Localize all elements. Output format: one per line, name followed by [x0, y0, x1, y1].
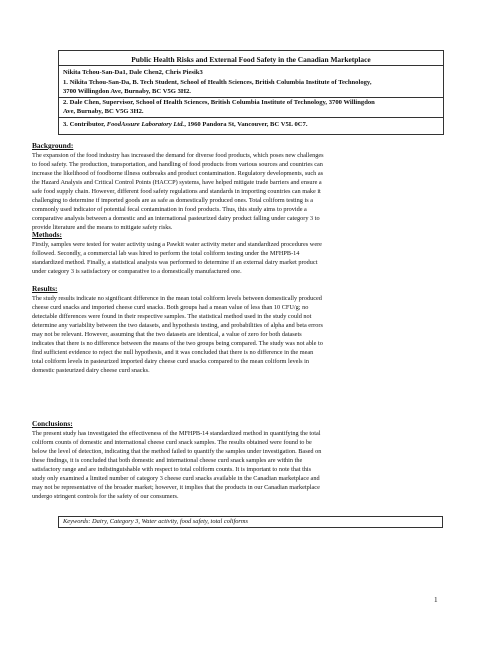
paragraph-line: The study results indicate no significant difference in the mean total coliform levels between domestically produced — [32, 295, 322, 302]
affiliation-line: 3700 Willingdon Ave, Burnaby, BC V5G 3H2. — [63, 88, 191, 95]
paragraph-line: The expansion of the food industry has increased the demand for diverse food products, which poses new challenges — [32, 152, 324, 159]
paragraph-line: domestic pasteurized dairy cheese curd snacks. — [32, 367, 150, 374]
affiliation-line: 1. Nikita Tchou-San-Da, B. Tech Student, School of Health Sciences, British Columbia Institute of Technology, — [63, 79, 372, 86]
title-divider — [59, 65, 443, 66]
paragraph-line: safe food supply chain. However, different food safety regulations and standards in importing countries can make it — [32, 188, 321, 195]
paragraph-line: below the level of detection, indicating that the method failed to quantify the samples under investigation. Based on — [32, 448, 322, 455]
paragraph-line: under category 3 is satisfactory or comparative to a domestically manufactured one. — [32, 268, 242, 275]
affiliation-line: 2. Dale Chen, Supervisor, School of Health Sciences, British Columbia Institute of Technology, 3700 Willingdon — [63, 99, 375, 106]
results-heading: Results: — [32, 284, 58, 293]
page-number: 1 — [434, 596, 438, 604]
paragraph-line: total coliform levels in pasteurized imported dairy cheese curd snacks compared to the mean coliform levels in — [32, 358, 309, 365]
contributor-suffix: , 1960 Pandora St, Vancouver, BC V5L 0C7. — [184, 121, 308, 128]
paragraph-line: cheese curd snacks and imported cheese curd snacks. Both groups had a mean value of less than 10 CFU/g; no — [32, 304, 309, 311]
title-box — [58, 50, 444, 135]
paragraph-line: determine any variability between the two datasets, and hypothesis testing, and probabilities of alpha and beta errors — [32, 322, 323, 329]
author-list: Nikita Tchou-San-Da1, Dale Chen2, Chris Piesik3 — [63, 69, 203, 76]
results-paragraph — [32, 294, 466, 375]
paragraph-line: study only examined a limited number of category 3 cheese curd snacks available in the Canadian marketplace and — [32, 475, 320, 482]
paragraph-line: The present study has investigated the effectiveness of the MFHPB-14 standardized method in quantifying the total — [32, 430, 321, 437]
paragraph-line: provide literature and the means to mitigate safety risks. — [32, 224, 173, 231]
paragraph-line: undergo stringent controls for the safety of our consumers. — [32, 493, 179, 500]
paragraph-line: the Hazard Analysis and Critical Control Points (HACCP) systems, have helped mitigate trade barriers and ensure a — [32, 179, 322, 186]
paragraph-line: detectable differences were found in their respective samples. The statistical method used in the study could not — [32, 313, 312, 320]
conclusions-paragraph — [32, 429, 466, 501]
contributor-org: FoodAssure Laboratory Ltd. — [106, 121, 185, 128]
paragraph-line: indicates that there is no difference between the means of the two groups being compared. The study was not able to — [32, 340, 323, 347]
paragraph-line: find sufficient evidence to reject the null hypothesis, and it was concluded that there is no difference in the mean — [32, 349, 314, 356]
affiliation-divider — [59, 117, 443, 118]
paragraph-line: comparative analysis between a domestic and an international pasteurized dairy product falling under category 3 to — [32, 215, 320, 222]
affiliation-divider — [59, 97, 443, 98]
paragraph-line: may not be representative of the broader market; however, it implies that the products in our Canadian marketplace — [32, 484, 320, 491]
keywords-box: Keywords: Dairy, Category 3, Water activity, food safety, total coliforms — [58, 516, 443, 528]
paragraph-line: satisfactory range and are indistinguishable with respect to total coliform counts. It is important to note that this — [32, 466, 312, 473]
contributor-line — [63, 121, 308, 129]
paragraph-line: challenging to determine if imported goods are as safe as domestically produced ones. Total coliform testing is a — [32, 197, 313, 204]
paragraph-line: to food safety. The production, transportation, and handling of food products from various sources and countries can — [32, 161, 323, 168]
paragraph-line: increase the likelihood of foodborne illness outbreaks and product contamination. Regulatory developments, such as — [32, 170, 324, 177]
paragraph-line: Firstly, samples were tested for water activity using a Pawkit water activity meter and standardized procedures were — [32, 241, 322, 248]
paragraph-line: these findings, it is concluded that both domestic and international cheese curd snack samples are within the — [32, 457, 303, 464]
paragraph-line: standardized method. Finally, a statistical analysis was performed to determine if an external dairy market product — [32, 259, 318, 266]
paragraph-line: may not be relevant. However, assuming that the two datasets are identical, a value of zero for both datasets — [32, 331, 302, 338]
conclusions-heading: Conclusions: — [32, 419, 73, 428]
paragraph-line: coliform counts of domestic and international cheese curd snack samples. The results obtained were found to be — [32, 439, 312, 446]
paragraph-line: commonly used indicator of potential fecal contamination in food products. Thus, this study aims to provide a — [32, 206, 307, 213]
contributor-prefix: 3. Contributor, — [63, 121, 107, 128]
paper-title: Public Health Risks and External Food Safety in the Canadian Marketplace — [131, 55, 371, 64]
paragraph-line: followed. Secondly, a commercial lab was hired to perform the total coliform testing under the MFHPB-14 — [32, 250, 300, 257]
methods-paragraph — [32, 240, 466, 276]
background-paragraph — [32, 151, 466, 232]
methods-heading: Methods: — [32, 230, 62, 239]
affiliation-line: Ave, Burnaby, BC V5G 3H2. — [63, 108, 144, 115]
background-heading: Background: — [32, 141, 74, 150]
